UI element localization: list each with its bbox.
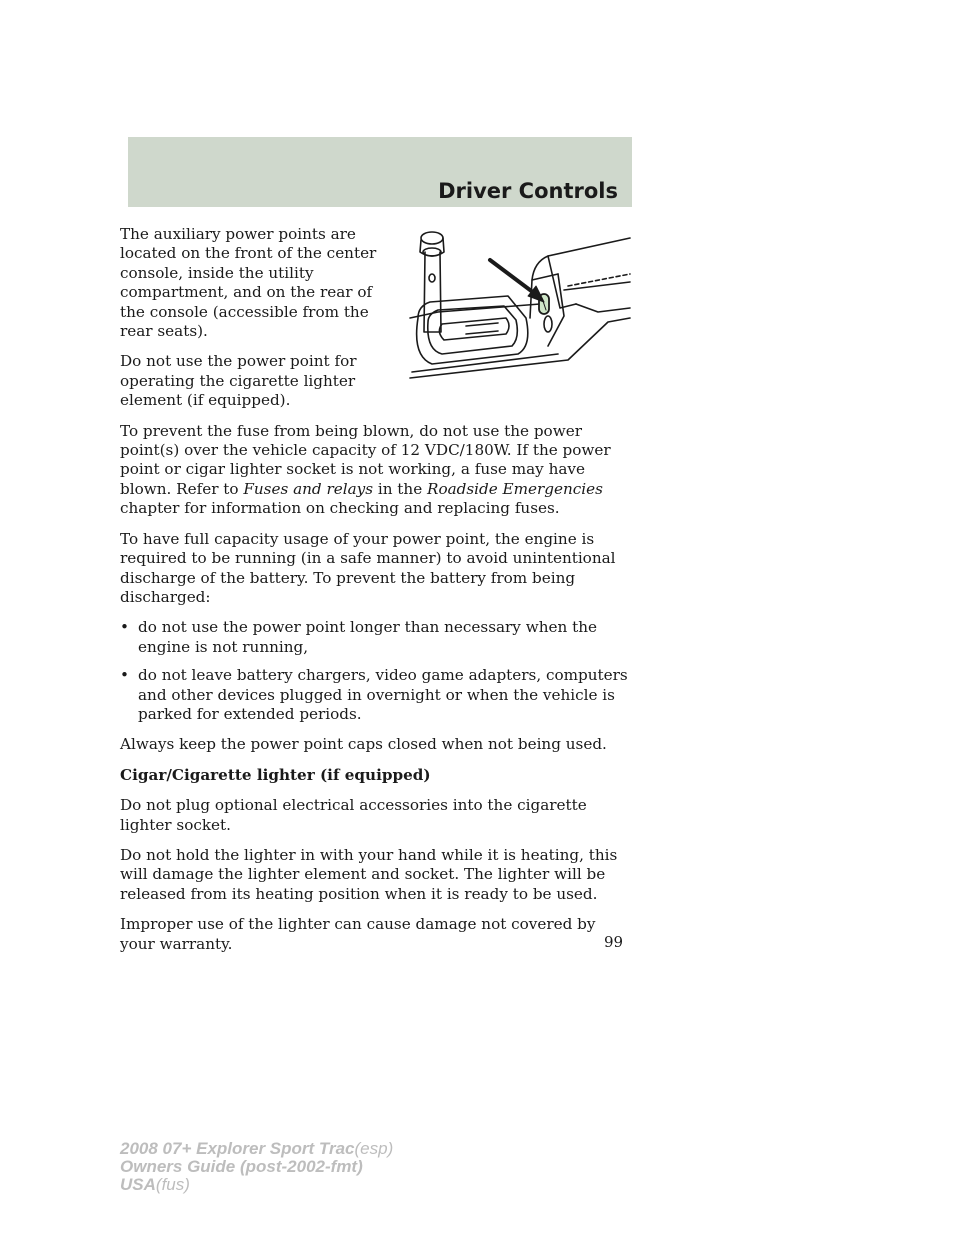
footer-guide: Owners Guide (post-2002-fmt)	[120, 1157, 363, 1176]
fuse-paragraph	[120, 422, 635, 519]
power-point-location-paragraph: The auxiliary power points are located on the front of the center console, inside the utility compartment, and on the rear of the console (accessible from the rear seats).	[120, 225, 377, 341]
footer-model: 2008 07+ Explorer Sport Trac	[120, 1139, 355, 1158]
fuse-text-2: in the	[373, 479, 428, 498]
list-item-text: do not use the power point longer than necessary when the engine is not running,	[138, 618, 597, 656]
document-footer	[120, 1140, 393, 1194]
lighter-subheading: Cigar/Cigarette lighter (if equipped)	[120, 765, 431, 784]
footer-line-1	[120, 1140, 393, 1158]
capacity-paragraph: To have full capacity usage of your power point, the engine is required to be running (in a safe manner) to avoid unintentional discharge of the battery. To prevent the battery from being discharged:	[120, 529, 616, 606]
list-item	[120, 666, 635, 724]
footer-market: USA	[120, 1175, 156, 1194]
list-item	[120, 618, 635, 657]
lighter-warning-paragraph: Do not use the power point for operating the cigarette lighter element (if equipped).	[120, 352, 357, 410]
roadside-emergencies-reference: Roadside Emergencies	[427, 479, 603, 498]
lighter-heating-paragraph: Do not hold the lighter in with your hand while it is heating, this will damage the lighter element and socket. The lighter will be released from its heating position when it is ready to be used.	[120, 845, 618, 903]
list-item-text: do not leave battery chargers, video game adapters, computers and other devices plugged in overnight or when the vehicle is parked for extended periods.	[138, 666, 628, 723]
footer-model-code: (esp)	[354, 1139, 394, 1158]
section-title: Driver Controls	[438, 179, 618, 203]
section-header	[128, 137, 632, 207]
bullet-icon: •	[120, 618, 129, 637]
lighter-misuse-paragraph: Improper use of the lighter can cause damage not covered by your warranty.	[120, 915, 596, 953]
fuses-and-relays-reference: Fuses and relays	[243, 479, 374, 498]
page-number: 99	[604, 933, 624, 951]
footer-line-3	[120, 1176, 393, 1194]
footer-line-2	[120, 1158, 393, 1176]
battery-tips-list	[120, 618, 635, 724]
bullet-icon: •	[120, 666, 129, 685]
caps-paragraph: Always keep the power point caps closed when not being used.	[120, 735, 607, 754]
lighter-accessories-paragraph: Do not plug optional electrical accessories into the cigarette lighter socket.	[120, 796, 587, 834]
footer-market-code: (fus)	[155, 1175, 190, 1194]
fuse-text-1: To prevent the fuse from being blown, do not use the power point(s) over the vehicle capacity of 12 VDC/180W. If the power point or cigar lighter socket is not working, a fuse may have blown. Refer to	[120, 421, 611, 498]
fuse-text-3: chapter for information on checking and replacing fuses.	[120, 499, 560, 518]
page-body	[120, 225, 635, 965]
